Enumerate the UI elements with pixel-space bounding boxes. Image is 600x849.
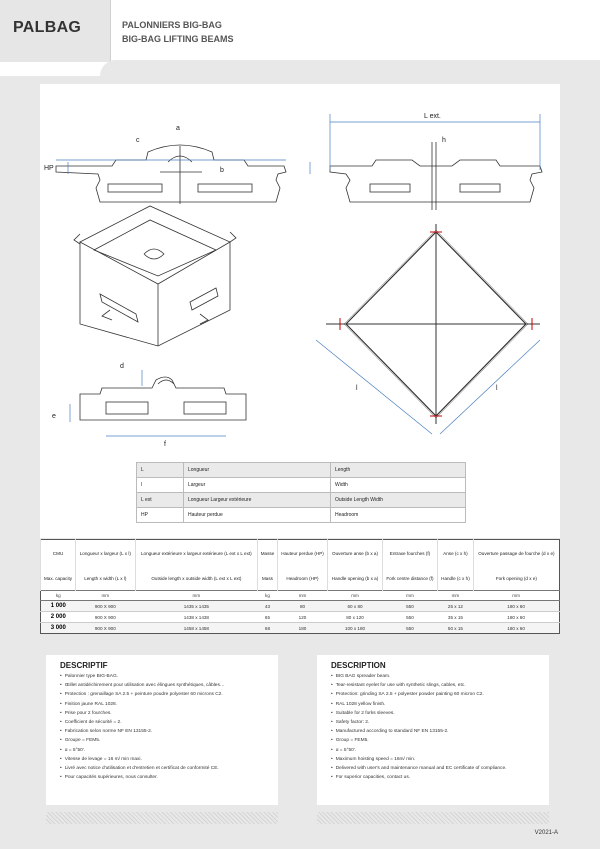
description-title: DESCRIPTION — [331, 661, 386, 670]
legend-row — [137, 508, 466, 523]
table-cell: 550 — [382, 601, 437, 612]
descriptif-panel — [46, 655, 278, 805]
table-cell: 1438 x 1438 — [135, 612, 258, 623]
table-cell: 180 — [277, 623, 327, 634]
table-row — [41, 612, 560, 623]
dim-h-label: h — [442, 137, 446, 144]
legend-fr: Hauteur perdue — [184, 508, 331, 523]
col-header-en: Length x width (L x l) — [76, 566, 135, 591]
list-item: • Œillet antidéchirement pour utilisation avec élingues synthétiques, câbles… — [60, 681, 264, 690]
list-item: • Delivered with user's and maintenance manual and EC certificate of compliance. — [331, 764, 535, 773]
dim-e-label: e — [52, 413, 56, 420]
table-cell: 550 — [382, 612, 437, 623]
legend-fr: Longueur Largeur extérieure — [184, 493, 331, 508]
title-fr: PALONNIERS BIG-BAG — [122, 20, 222, 30]
table-cell: 900 X 900 — [76, 612, 135, 623]
list-item: • Fabrication selon norme NF EN 13155-2. — [60, 727, 264, 736]
legend-fr: Largeur — [184, 478, 331, 493]
list-item: • Safety factor: 2. — [331, 718, 535, 727]
table-cell: 60 x 80 — [328, 601, 383, 612]
col-header-fr: CMU — [41, 540, 76, 567]
side-view — [330, 142, 542, 210]
legend-en: Outside Length Width — [331, 493, 466, 508]
list-item: • Prise pour 2 fourches. — [60, 709, 264, 718]
brand-tab — [0, 0, 111, 62]
col-header-en: Outside length x outside width (L ext x L ext) — [135, 566, 258, 591]
table-cell: 1435 x 1435 — [135, 601, 258, 612]
list-item: • Finition jaune RAL 1028. — [60, 700, 264, 709]
unit-cell: mm — [438, 591, 474, 601]
front-view — [56, 145, 286, 204]
col-header-fr: Longueur extérieure x largeur extérieure (L ext x L ext) — [135, 540, 258, 567]
version-label: V2021-A — [534, 830, 558, 836]
table-cell: 80 — [277, 601, 327, 612]
legend-en: Width — [331, 478, 466, 493]
brand-logo: PALBAG — [13, 19, 82, 36]
unit-cell: kg — [41, 591, 76, 601]
dim-b-label: b — [220, 167, 224, 174]
unit-cell: mm — [135, 591, 258, 601]
capacity-cell: 3 000 — [41, 623, 76, 634]
dim-l-left-label: l — [356, 385, 358, 392]
unit-cell: mm — [328, 591, 383, 601]
dim-d-label: d — [120, 363, 124, 370]
col-header-fr: Ouverture anse (b x a) — [328, 540, 383, 567]
legend-symbol: L ext — [137, 493, 184, 508]
list-item: • Coefficient de sécurité = 2. — [60, 718, 264, 727]
legend-row — [137, 493, 466, 508]
dim-lext-label: L ext. — [424, 113, 441, 120]
list-item: • BIG BAG spreader beam. — [331, 672, 535, 681]
plan-view — [316, 224, 540, 434]
table-cell: 80 x 120 — [328, 612, 383, 623]
specification-table — [40, 539, 560, 634]
col-header-fr: Ouverture passage de fourche (d x e) — [473, 540, 559, 567]
col-header-fr: Masse — [258, 540, 278, 567]
legend-en: Headroom — [331, 508, 466, 523]
table-cell: 180 x 60 — [473, 601, 559, 612]
col-header-en: Headroom (HP) — [277, 566, 327, 591]
dim-c-label: c — [136, 137, 140, 144]
descriptif-title: DESCRIPTIF — [60, 661, 108, 670]
col-header-en: Handle (c x h) — [438, 566, 474, 591]
capacity-cell: 2 000 — [41, 612, 76, 623]
list-item: • Maximum hoisting speed = 16m/ min. — [331, 755, 535, 764]
header-row-en — [41, 566, 560, 591]
list-item: • Vitesse de levage = 16 m/ min maxi. — [60, 755, 264, 764]
col-header-fr: Entraxe fourches (f) — [382, 540, 437, 567]
description-panel — [317, 655, 549, 805]
list-item: • Manufactured according to standard NF EN 13155-2. — [331, 727, 535, 736]
col-header-en: Handle opening (b x a) — [328, 566, 383, 591]
col-header-en: Fork centre distance (f) — [382, 566, 437, 591]
hatch-decoration — [46, 812, 278, 824]
list-item: • Group = FEM5. — [331, 736, 535, 745]
list-item: • Suitable for 2 forks sleeves. — [331, 709, 535, 718]
unit-cell: mm — [76, 591, 135, 601]
dim-l-right-label: l — [496, 385, 498, 392]
unit-cell: kg — [258, 591, 278, 601]
dim-a-label: a — [176, 125, 180, 132]
dim-hp-label: HP — [44, 165, 54, 172]
legend-row — [137, 478, 466, 493]
legend-en: Length — [331, 463, 466, 478]
col-header-fr: Hauteur perdue (HP) — [277, 540, 327, 567]
header-row-fr — [41, 540, 560, 567]
table-cell: 100 x 180 — [328, 623, 383, 634]
col-header-en: Mass — [258, 566, 278, 591]
legend-symbol: L — [137, 463, 184, 478]
unit-cell: mm — [382, 591, 437, 601]
table-cell: 180 x 60 — [473, 623, 559, 634]
page-header — [0, 0, 600, 76]
list-item: • RAL 1028 yellow finish. — [331, 700, 535, 709]
table-row — [41, 623, 560, 634]
table-cell: 180 x 60 — [473, 612, 559, 623]
unit-cell: mm — [277, 591, 327, 601]
table-cell: 50 x 15 — [438, 623, 474, 634]
table-cell: 35 x 15 — [438, 612, 474, 623]
list-item: • Livré avec notice d'utilisation et d'entretien et certificat de conformité CE. — [60, 764, 264, 773]
col-header-fr: Anse (c x h) — [438, 540, 474, 567]
col-header-fr: Longueur x largeur (L x l) — [76, 540, 135, 567]
table-cell: 120 — [277, 612, 327, 623]
isometric-view — [74, 206, 236, 346]
units-row — [41, 591, 560, 601]
col-header-en: Max. capacity — [41, 566, 76, 591]
descriptif-list — [46, 672, 278, 782]
list-item: • Protection: grinding SA 2.5 + polyester powder painting 60 micron C2. — [331, 690, 535, 699]
list-item: • Groupe = FEM5. — [60, 736, 264, 745]
table-cell: 550 — [382, 623, 437, 634]
table-cell: 65 — [258, 612, 278, 623]
page-title — [122, 18, 234, 46]
list-item: • For superior capacities, contact us. — [331, 773, 535, 782]
table-cell: 900 X 900 — [76, 623, 135, 634]
capacity-cell: 1 000 — [41, 601, 76, 612]
unit-cell: mm — [473, 591, 559, 601]
legend-symbol: HP — [137, 508, 184, 523]
dim-f-label: f — [164, 441, 166, 448]
hatch-decoration — [317, 812, 549, 824]
bottom-view — [80, 377, 246, 420]
header-curve — [100, 60, 600, 76]
table-row — [41, 601, 560, 612]
list-item: • Tear-resistant eyelet for use with synthetic slings, cables, etc. — [331, 681, 535, 690]
description-list — [317, 672, 549, 782]
technical-drawing — [40, 84, 560, 462]
title-en: BIG-BAG LIFTING BEAMS — [122, 34, 234, 44]
legend-row — [137, 463, 466, 478]
table-cell: 1458 x 1458 — [135, 623, 258, 634]
table-cell: 68 — [258, 623, 278, 634]
list-item: • Palonnier type BIG-BAG. — [60, 672, 264, 681]
legend-symbol: l — [137, 478, 184, 493]
legend-table — [136, 462, 466, 523]
table-cell: 25 x 12 — [438, 601, 474, 612]
table-cell: 900 X 900 — [76, 601, 135, 612]
table-cell: 43 — [258, 601, 278, 612]
list-item: • Protection : grenaillage SA 2.5 + peinture poudre polyester 60 microns C2. — [60, 690, 264, 699]
legend-fr: Longueur — [184, 463, 331, 478]
list-item: • α = 5°50'. — [60, 746, 264, 755]
col-header-en: Fork opening (d x e) — [473, 566, 559, 591]
list-item: • α = 5°50'. — [331, 746, 535, 755]
list-item: • Pour capacités supérieures, nous consulter. — [60, 773, 264, 782]
